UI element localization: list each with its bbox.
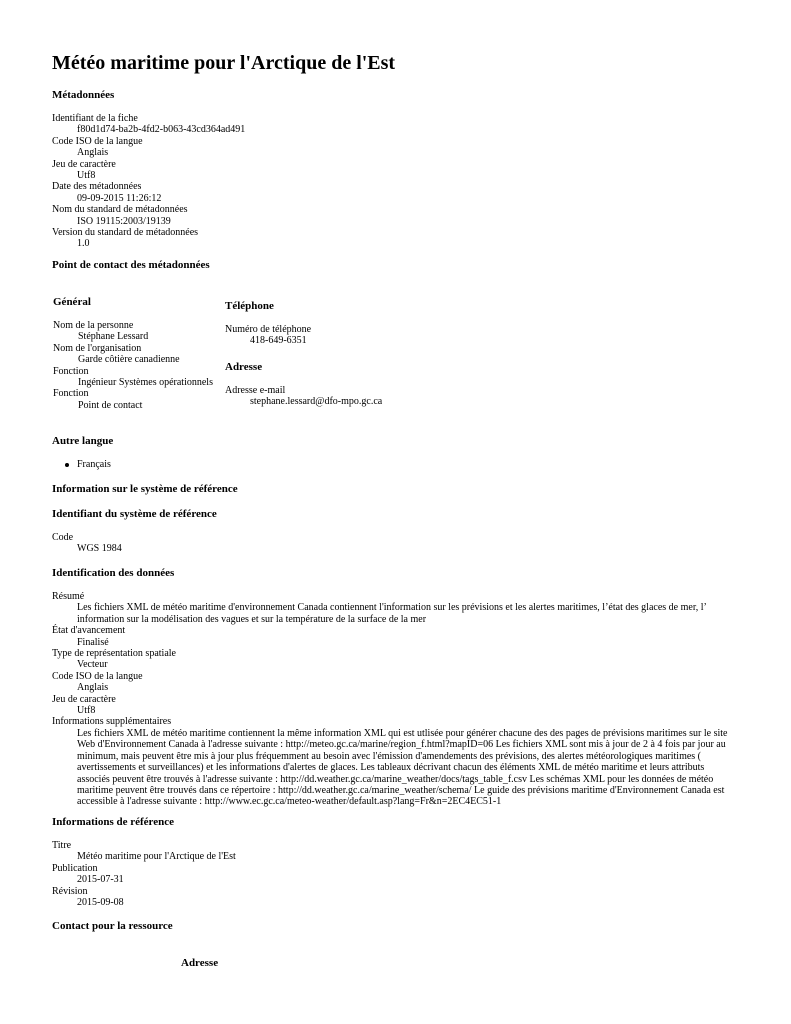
- standard-name-label: Nom du standard de métadonnées: [52, 204, 188, 216]
- identification-list: [52, 591, 737, 808]
- language-code-label: Code ISO de la langue: [52, 135, 143, 147]
- other-language-heading: Autre langue: [52, 435, 114, 447]
- publication-label: Publication: [52, 862, 98, 874]
- general-heading: Général: [53, 296, 91, 308]
- reference-system-list: [52, 532, 122, 555]
- supplemental-info-value: Les fichiers XML de météo maritime contiennent la même information XML qui est utlisée pour générer chacune des des pages de prévisions maritimes sur le site Web d'Environnement Canada à l'adresse suivante : http://meteo.gc.ca/marine/region_f.html?mapID=06 Les fichiers XML sont mis à jour de 2 à 4 fois par jour au minimum, mais peuvent être mis à jour plus fréquemment au besoin avec l'émission d'amendements des prévisions, des alertes météorologiques maritimes ( avertissements et surveillances) et les informations d'alertes de glaces. Les tableaux décrivant chacun des éléments XML de météo maritime et leurs attributs associés peuvent être trouvés à l'adresse suivante : http://dd.weather.gc.ca/marine_weather/docs/tags_table_f.csv Les schémas XML pour les données de météo maritime peuvent être trouvés dans ce répertoire : http://dd.weather.gc.ca/marine_weather/schema/ Le guide des prévisions maritime d'Environnement Canada est accessible à l'adresse suivante : http://www.ec.gc.ca/meteo-weather/default.asp?lang=Fr&n=2EC4EC51-1: [77, 727, 728, 808]
- person-name-label: Nom de la personne: [53, 320, 134, 331]
- list-item: [52, 459, 111, 470]
- abstract-label: Résumé: [52, 591, 85, 602]
- metadata-date-label: Date des métadonnées: [52, 181, 142, 193]
- language-item: Français: [77, 459, 111, 470]
- status-value: Finalisé: [77, 636, 109, 648]
- identification-heading: Identification des données: [52, 567, 175, 579]
- contact-general-column: [53, 296, 225, 411]
- spatial-type-value: Vecteur: [77, 659, 108, 671]
- spatial-type-label: Type de représentation spatiale: [52, 648, 176, 660]
- code-label: Code: [52, 532, 74, 543]
- resource-contact-heading: Contact pour la ressource: [52, 920, 173, 932]
- email-label: Adresse e-mail: [225, 384, 286, 396]
- phone-heading: Téléphone: [225, 300, 274, 312]
- status-label: État d'avancement: [52, 625, 126, 637]
- code-value: WGS 1984: [77, 543, 122, 555]
- phone-number-label: Numéro de téléphone: [225, 324, 312, 335]
- organisation-value: Garde côtière canadienne: [78, 354, 180, 366]
- reference-info-heading: Informations de référence: [52, 816, 174, 828]
- reference-info-list: [52, 840, 236, 908]
- phone-list: [225, 324, 485, 347]
- other-language-list: [52, 459, 111, 470]
- metadata-heading: Métadonnées: [52, 89, 115, 101]
- email-value: stephane.lessard@dfo-mpo.gc.ca: [250, 396, 383, 408]
- revision-label: Révision: [52, 885, 88, 897]
- ref-title-label: Titre: [52, 840, 72, 851]
- organisation-label: Nom de l'organisation: [53, 342, 142, 354]
- data-language-value: Anglais: [77, 682, 109, 694]
- record-id-label: Identifiant de la fiche: [52, 113, 138, 124]
- page-title: Météo maritime pour l'Arctique de l'Est: [52, 52, 396, 74]
- standard-version-value: 1.0: [77, 238, 90, 250]
- standard-version-label: Version du standard de métadonnées: [52, 227, 199, 239]
- contact-heading: Point de contact des métadonnées: [52, 259, 210, 271]
- contact-phone-column: [225, 300, 485, 408]
- function-label-2: Fonction: [53, 388, 89, 400]
- data-charset-value: Utf8: [77, 705, 96, 717]
- supplemental-info-label: Informations supplémentaires: [52, 716, 172, 728]
- function-value-2: Point de contact: [78, 399, 143, 411]
- person-name-value: Stéphane Lessard: [78, 331, 149, 343]
- charset-value: Utf8: [77, 170, 96, 182]
- reference-system-heading: Information sur le système de référence: [52, 483, 238, 495]
- function-value: Ingénieur Systèmes opérationnels: [78, 377, 213, 389]
- function-label: Fonction: [53, 365, 89, 377]
- phone-number-value: 418-649-6351: [250, 335, 307, 347]
- revision-value: 2015-09-08: [77, 897, 124, 909]
- abstract-value: Les fichiers XML de météo maritime d'environnement Canada contiennent l'information sur les prévisions et les alertes maritimes, l’état des glaces de mer, l’ information sur la modélisation des vagues et sur la température de la surface de la mer: [77, 602, 707, 625]
- charset-label: Jeu de caractère: [52, 158, 116, 170]
- address-heading: Adresse: [225, 360, 263, 373]
- record-id-value: f80d1d74-ba2b-4fd2-b063-43cd364ad491: [77, 124, 246, 136]
- reference-system-id-heading: Identifiant du système de référence: [52, 508, 217, 520]
- resource-address-heading: Adresse: [181, 957, 219, 969]
- general-list: [53, 320, 225, 411]
- standard-name-value: ISO 19115:2003/19139: [77, 215, 171, 227]
- ref-title-value: Météo maritime pour l'Arctique de l'Est: [77, 851, 236, 863]
- data-charset-label: Jeu de caractère: [52, 693, 116, 705]
- metadata-list: [52, 113, 245, 250]
- address-list: [225, 385, 485, 408]
- language-code-value: Anglais: [77, 147, 109, 159]
- bullet-icon: [65, 463, 69, 467]
- publication-value: 2015-07-31: [77, 874, 124, 886]
- data-language-label: Code ISO de la langue: [52, 670, 143, 682]
- metadata-date-value: 09-09-2015 11:26:12: [77, 192, 162, 204]
